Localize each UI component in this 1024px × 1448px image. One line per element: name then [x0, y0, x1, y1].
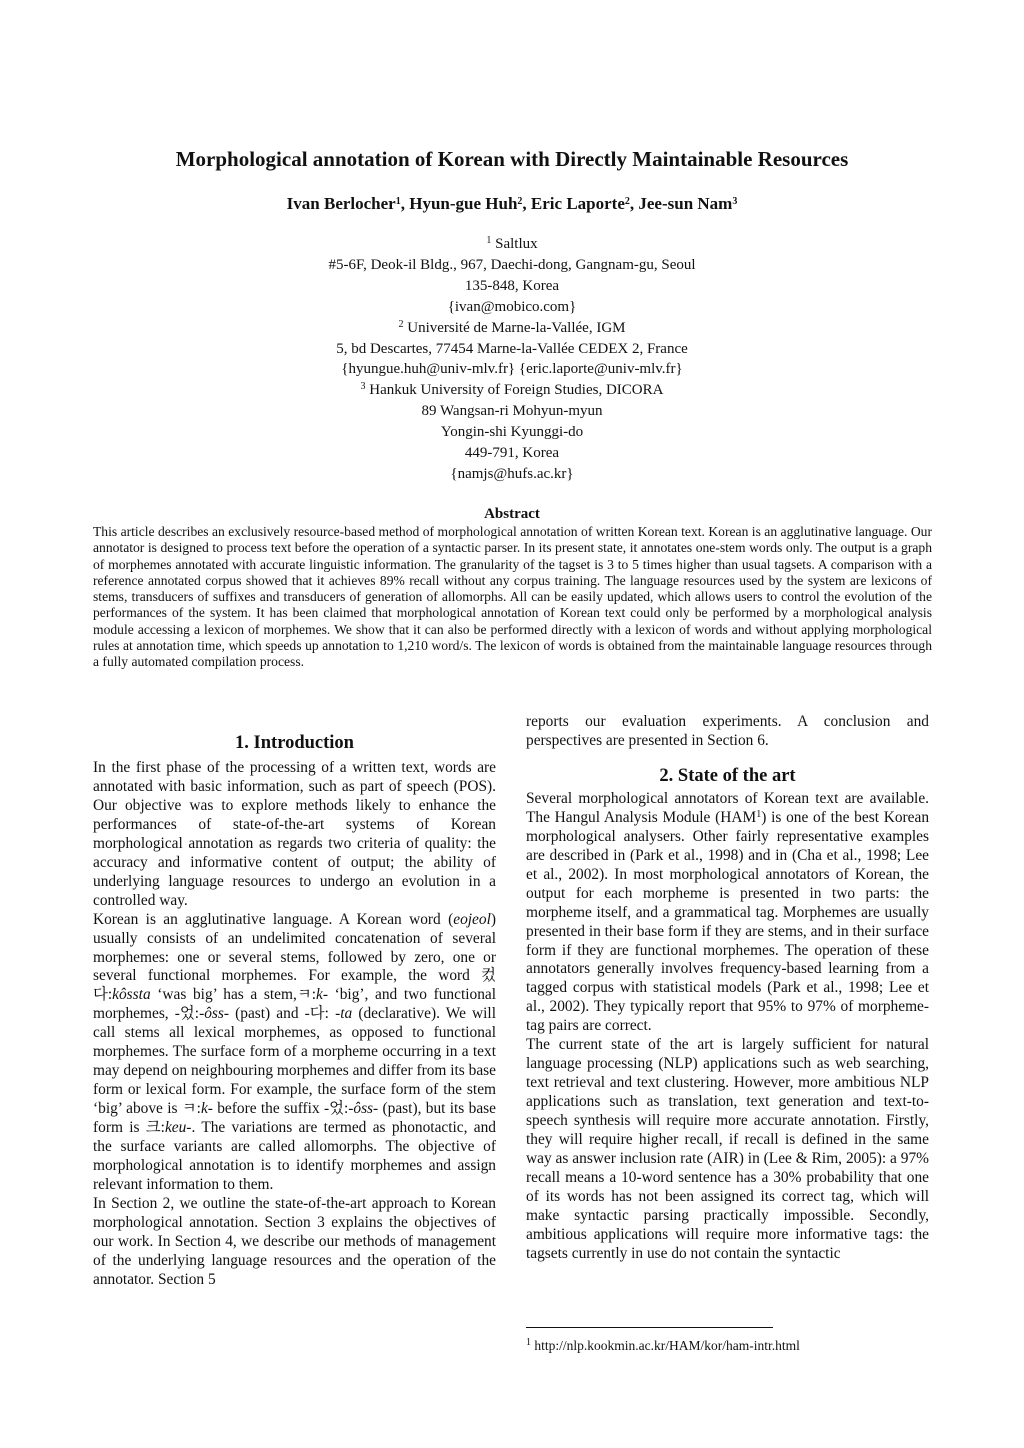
abstract-heading: Abstract	[484, 506, 540, 522]
author-name: Eric Laporte	[530, 194, 625, 213]
paper-title: Morphological annotation of Korean with Directly Maintainable Resources	[175, 147, 849, 171]
affiliation-name	[0, 234, 1024, 255]
footnote-mark: 1	[526, 1337, 531, 1348]
affiliation-line: 5, bd Descartes, 77454 Marne-la-Vallée CEDEX 2, France	[336, 340, 688, 357]
italic-term: kôssta	[112, 986, 151, 1004]
abstract-text: This article describes an exclusively resource-based method of morphological annotation of written Korean text. Korean is an agglutinative language. Our annotator is designed to process text before the operation of a syntactic parser. In its present state, it annotates one-stem words only. The output is a graph of morphemes annotated with accurate linguistic information. The granularity of the tagset is 3 to 5 times higher than usual tagsets. A comparison with a reference annotated corpus showed that it achieves 89% recall without any corpus training. The language resources used by the system are lexicons of stems, transducers of suffixes and transducers of generation of allomorphs. All can be easily updated, which allows users to control the evolution of the performances of the system. It has been claimed that morphological annotation of Korean text could only be performed by a morphological analysis module accessing a lexicon of morphemes. We show that it can also be performed directly with a lexicon of words and without applying morphological rules at annotation time, which speeds up annotation to 1,210 word/s. The lexicon of words is obtained from the maintainable language resources through a fully automated compilation process.	[93, 524, 932, 670]
footnote-divider	[526, 1327, 773, 1328]
author-affiliation-mark: 3	[732, 196, 738, 207]
affiliation-mark: 1	[486, 235, 492, 246]
affiliation-line: Yongin-shi Kyunggi-do	[440, 424, 584, 441]
italic-term: k-	[315, 986, 328, 1004]
affiliation-mark: 3	[360, 381, 366, 393]
affiliation-name	[0, 318, 1024, 339]
left-column	[93, 731, 496, 1290]
footnote	[526, 1337, 800, 1354]
state-paragraph-1	[526, 790, 929, 1036]
intro-paragraph-2	[93, 911, 496, 1195]
section-heading-introduction: 1. Introduction	[235, 733, 354, 753]
affiliation-line: 89 Wangsan-ri Mohyun-myun	[421, 403, 603, 420]
author-affiliation-mark: 2	[624, 196, 630, 207]
paragraph-text: Several morphological annotators of Korean text are available. The Hangul Analysis Module (HAM	[526, 789, 929, 826]
right-column	[526, 713, 929, 1264]
paragraph-text: before the suffix -었:	[212, 1100, 349, 1118]
intro-paragraph-3: In Section 2, we outline the state-of-the-art approach to Korean morphological annotation. Section 3 explains the objectives of our work. In Section 4, we describe our methods of management of the underlying language resources and the operation of the annotator. Section 5	[93, 1194, 496, 1288]
italic-term: keu-	[164, 1119, 192, 1137]
author-list	[0, 194, 1024, 214]
paragraph-text: ) is one of the best Korean morphological analysers. Other fairly representative examples are described in (Park et al., 1998) and in (Cha et al., 1998; Lee et al., 2002). In most morphological annotators of Korean, the output for each morpheme is presented in two parts: the morpheme itself, and a grammatical tag. Morphemes are usually presented in their base form if they are stems, and in their surface form if they are functional morphemes. The operation of these annotators generally involves frequency-based learning from a tagged corpus with statistical models (Park et al., 1998; Lee et al., 2002). They typically report that 95% to 97% of morpheme-tag pairs are correct.	[526, 808, 930, 1035]
affiliation-line: Saltlux	[495, 236, 538, 252]
affiliation-mark: 2	[398, 318, 404, 330]
footnote-ref: 1	[756, 808, 762, 820]
affiliation-email: {ivan@mobico.com}	[447, 298, 577, 315]
paragraph-text: ‘was big’ has a stem,ㅋ:	[150, 986, 316, 1004]
affiliation-line: Hankuk University of Foreign Studies, DICORA	[369, 382, 664, 399]
italic-term: -ôss-	[199, 1005, 229, 1023]
author-separator: ,	[522, 194, 531, 213]
intro-paragraph-1: In the first phase of the processing of a written text, words are annotated with basic information, such as part of speech (POS). Our objective was to explore methods likely to enhance the performances of state-of-the-art systems of Korean morphological annotation as regards two criteria of quality: the accuracy and informative content of output; the ability of underlying language resources to undergo an evolution in a controlled way.	[93, 759, 496, 909]
state-paragraph-2: The current state of the art is largely sufficient for natural language processing (NLP) applications such as web searching, text retrieval and text clustering. However, more ambitious NLP applications such as translation, text generation and text-to-speech synthesis will require more accurate annotation. Firstly, they will require higher recall, if recall is defined in the same way as answer inclusion rate (AIR) in (Lee & Rim, 2005): a 97% recall means a 10-word sentence has a 30% probability that one of its words has not been assigned its correct tag, which will make syntactic parsing practically impossible. Secondly, ambitious applications will require more informative tags: the tagsets currently in use do not contain the syntactic	[526, 1036, 929, 1262]
italic-term: k-	[200, 1100, 213, 1118]
italic-term: -ta	[335, 1005, 353, 1023]
affiliations	[0, 234, 1024, 485]
affiliation-line: 449-791, Korea	[464, 445, 560, 462]
author-name: Hyun-gue Huh	[409, 194, 518, 213]
section-heading-state-of-the-art: 2. State of the art	[659, 765, 796, 786]
author-name: Jee-sun Nam	[638, 194, 733, 213]
paragraph-text: Korean is an agglutinative language. A Korean word (	[93, 910, 454, 928]
affiliation-email: {namjs@hufs.ac.kr}	[450, 465, 574, 482]
italic-term: eojeol	[453, 910, 491, 928]
affiliation-line: 135-848, Korea	[464, 277, 560, 294]
italic-term: -ôss-	[348, 1100, 379, 1118]
paragraph-text: (past), but its base form is 크:	[93, 1100, 496, 1137]
affiliation-line: #5-6F, Deok-il Bldg., 967, Daechi-dong, Gangnam-gu, Seoul	[328, 256, 696, 273]
footnote-link[interactable]: http://nlp.kookmin.ac.kr/HAM/kor/ham-intr.html	[534, 1338, 800, 1353]
affiliation-line: Université de Marne-la-Vallée, IGM	[407, 319, 626, 336]
affiliation-name	[0, 380, 1024, 401]
paragraph-text: (declarative). We will call stems all lexical morphemes, as opposed to functional morphemes. The surface form of a morpheme occurring in a text may depend on neighbouring morphemes and differ from its base form or lexical form. For example, the surface form of the stem ‘big’ above is ㅋ:	[93, 1005, 496, 1118]
intro-continuation: reports our evaluation experiments. A conclusion and perspectives are presented in Section 6.	[526, 713, 929, 749]
affiliation-email: {hyungue.huh@univ-mlv.fr} {eric.laporte@univ-mlv.fr}	[341, 361, 683, 378]
author-separator: ,	[629, 194, 639, 213]
author-affiliation-mark: 2	[517, 196, 523, 207]
author-separator: ,	[400, 194, 410, 213]
paragraph-text: ‘big’, and two functional morphemes, -었:	[93, 986, 496, 1023]
author-name: Ivan Berlocher	[286, 194, 396, 213]
paragraph-text: ) usually consists of an undelimited concatenation of several morphemes: one or several stems, followed by zero, one or several functional morphemes. For example, the word 컸다:	[93, 910, 496, 1004]
author-affiliation-mark: 1	[395, 196, 401, 207]
paragraph-text: . The variations are termed as phonotactic, and the surface variants are called allomorphs. The objective of morphological annotation is to identify morphemes and assign relevant information to them.	[93, 1119, 496, 1193]
paragraph-text: (past) and -다:	[229, 1005, 336, 1023]
